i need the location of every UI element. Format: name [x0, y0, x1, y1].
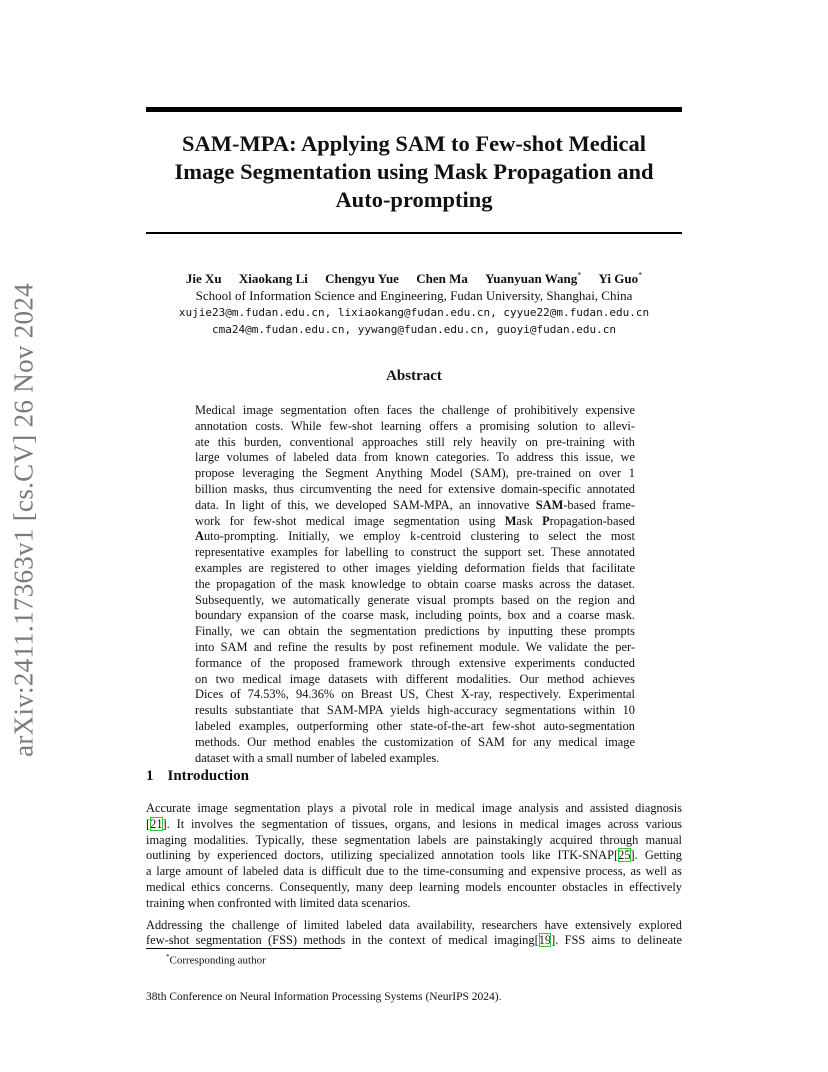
- abstract-line: data. In light of this, we developed SAM-MPA, an innovative SAM-based frame-: [195, 497, 635, 512]
- email-line: xujie23@m.fudan.edu.cn, lixiaokang@fudan.edu.cn, cyyue22@m.fudan.edu.cn: [178, 306, 650, 320]
- abstract-line: into SAM and refine the results by post refinement module. We validate the per-: [195, 639, 635, 654]
- intro-line: few-shot segmentation (FSS) methods in the context of medical imaging[19]. FSS aims to delineate: [146, 933, 683, 948]
- author-block: [120, 267, 708, 338]
- intro-line: imaging modalities. Typically, these segmentation labels are painstakingly acquired through manual: [146, 832, 682, 847]
- intro-line: Accurate image segmentation plays a pivotal role in medical image analysis and assisted diagnosis: [146, 801, 682, 815]
- title-line: Auto-prompting: [335, 187, 493, 212]
- footnote-mark: *: [166, 953, 170, 961]
- abstract-line: examples are registered to other images yielding deformation fields that facilitate: [195, 560, 635, 575]
- intro-line: outlining by experienced doctors, utilizing specialized annotation tools like ITK-SNAP[25]. Getting: [146, 848, 682, 863]
- author-name: Chengyu Yue: [325, 271, 399, 287]
- abstract-line: formance of the proposed framework through extensive experiments conducted: [195, 655, 635, 670]
- abstract-text: [195, 403, 635, 766]
- abstract-line: annotation costs. While few-shot learning offers a promising solution to allevi-: [195, 418, 635, 433]
- author-name: Jie Xu: [185, 271, 222, 287]
- intro-paragraph: [146, 801, 682, 912]
- abstract-line: boundary expansion of the coarse mask, including points, box and a coarse mask.: [195, 608, 635, 623]
- intro-paragraph: [146, 918, 682, 950]
- footnote: [166, 953, 266, 967]
- abstract-line: labeled examples, outperforming other state-of-the-art few-shot auto-segmentation: [195, 718, 635, 733]
- author-name: Chen Ma: [416, 271, 468, 287]
- abstract-line: ate this burden, conventional approaches still rely heavily on pre-training with: [195, 434, 635, 449]
- arxiv-identifier: arXiv:2411.17363v1 [cs.CV] 26 Nov 2024: [8, 283, 39, 757]
- citation-link[interactable]: 25: [618, 848, 631, 863]
- section-title: Introduction: [167, 768, 249, 784]
- abstract-line: Finally, we can obtain the segmentation predictions by inputting these prompts: [195, 624, 635, 639]
- paper-title: [146, 130, 682, 214]
- title-line: SAM-MPA: Applying SAM to Few-shot Medical: [182, 131, 646, 156]
- abstract-line: work for few-shot medical image segmentation using Mask Propagation-based: [195, 513, 635, 528]
- footnote-rule: [146, 948, 341, 949]
- author-name: Xiaokang Li: [238, 271, 308, 287]
- conference-note: 38th Conference on Neural Information Processing Systems (NeurIPS 2024).: [146, 991, 502, 1003]
- section-number: 1: [146, 768, 154, 784]
- intro-line: training when confronted with limited data scenarios.: [146, 895, 411, 910]
- intro-line: a large amount of labeled data is difficult due to the time-consuming and expensive process, as well as: [146, 864, 682, 879]
- abstract-line: methods. Our method enables the customization of SAM for any medical image: [195, 734, 635, 749]
- title-bottom-rule: [146, 232, 682, 234]
- abstract-line: representative examples for labelling to construct the support set. These annotated: [195, 545, 635, 560]
- section-heading-introduction: [146, 768, 249, 785]
- abstract-line: propose leveraging the Segment Anything Model (SAM), pre-trained on over 1: [195, 466, 635, 481]
- intro-line: Addressing the challenge of limited labeled data availability, researchers have extensively explored: [146, 917, 682, 932]
- title-line: Image Segmentation using Mask Propagation and: [174, 159, 654, 184]
- author-name: Yuanyuan Wang*: [485, 271, 582, 287]
- abstract-line: results substantiate that SAM-MPA yields high-accuracy segmentations within 10: [195, 703, 635, 718]
- abstract-line: billion masks, thus circumventing the need for extensive domain-specific annotated: [195, 481, 635, 496]
- affiliation: School of Information Science and Engineering, Fudan University, Shanghai, China: [195, 288, 633, 304]
- corresponding-mark: *: [577, 271, 582, 280]
- abstract-line: Subsequently, we automatically generate visual prompts based on the region and: [195, 592, 635, 607]
- abstract-heading: Abstract: [386, 368, 442, 384]
- abstract-line: large volumes of labeled data from known categories. To address this issue, we: [195, 450, 635, 465]
- email-line: cma24@m.fudan.edu.cn, yywang@fudan.edu.cn, guoyi@fudan.edu.cn: [212, 323, 616, 337]
- intro-line: [21]. It involves the segmentation of tissues, organs, and lesions in medical images across various: [146, 816, 682, 831]
- citation-link[interactable]: 19: [538, 933, 552, 948]
- corresponding-mark: *: [638, 271, 643, 280]
- title-top-rule: [146, 107, 682, 112]
- abstract-line: Auto-prompting. Initially, we employ k-centroid clustering to select the most: [195, 529, 635, 544]
- author-list: [120, 267, 708, 287]
- abstract-line: Medical image segmentation often faces the challenge of prohibitively expensive: [195, 403, 635, 417]
- intro-line: medical ethics concerns. Consequently, many deep learning models encounter obstacles in effectively: [146, 879, 682, 894]
- author-name: Yi Guo*: [598, 271, 643, 287]
- abstract-line: dataset with a small number of labeled examples.: [195, 750, 440, 765]
- citation-link[interactable]: 21: [150, 816, 163, 831]
- footnote-text: Corresponding author: [169, 954, 266, 967]
- introduction-text: [146, 801, 682, 955]
- abstract-line: the propagation of the mask knowledge to obtain coarse masks across the dataset.: [195, 576, 635, 591]
- abstract-line: on two medical image datasets with different modalities. Our method achieves: [195, 671, 635, 686]
- abstract-line: Dices of 74.53%, 94.36% on Breast US, Chest X-ray, respectively. Experimental: [195, 687, 635, 702]
